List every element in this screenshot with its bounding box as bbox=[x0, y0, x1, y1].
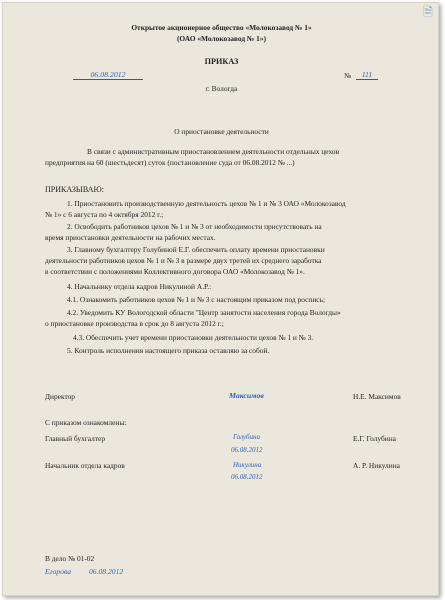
order-item: время приостановки деятельности на рабочих местах. bbox=[45, 233, 216, 242]
signature-role: Директор bbox=[45, 392, 75, 401]
order-item: в соответствии с положениями Коллективного договора ОАО «Молокозавод № 1». bbox=[45, 267, 305, 276]
order-item: 3. Главному бухгалтеру Голубиной Е.Г. обеспечить оплату времени приостановки bbox=[67, 245, 325, 254]
org-name: Открытое акционерное общество «Молокозавод № 1» bbox=[131, 23, 312, 32]
order-subitem: 4.3. Обеспечить учет времени приостановки деятельности цехов № 1 и № 3. bbox=[73, 333, 314, 342]
footer-signature: Егорова bbox=[45, 567, 72, 576]
document-page bbox=[2, 2, 439, 596]
acquainted-name: Е.Г. Голубина bbox=[353, 434, 396, 443]
acquainted-date: 06.08.2012 bbox=[231, 473, 263, 481]
order-subitem: 4.1. Ознакомить работников цехов № 1 и № 3 с настоящим приказом под роспись; bbox=[67, 295, 326, 304]
director-signature: Максимов bbox=[229, 391, 264, 400]
footer-date: 06.08.2012 bbox=[89, 567, 124, 576]
number-sign: № bbox=[344, 71, 352, 80]
preamble-line: В связи с административным приостановлением деятельности отдельных цехов bbox=[87, 147, 340, 156]
acquainted-role: Главный бухгалтер bbox=[45, 434, 106, 443]
acquainted-signature: Никулина bbox=[233, 461, 262, 469]
order-item: деятельности работников цехов № 1 и № 3 в размере двух третей их среднего заработка bbox=[45, 256, 322, 265]
city: г. Вологда bbox=[205, 84, 238, 93]
order-item: 1. Приостановить производственную деятельность цехов № 1 и № 3 ОАО «Молокозавод bbox=[67, 199, 346, 208]
order-item: 2. Освободить работников цехов № 1 и № 3 от необходимости присутствовать на bbox=[67, 222, 322, 231]
order-item: 4. Начальнику отдела кадров Никулиной А.Р.: bbox=[67, 282, 212, 291]
signature-name: Н.Е. Максимов bbox=[353, 392, 401, 401]
subject: О приостановке деятельности bbox=[174, 127, 269, 136]
order-heading: ПРИКАЗЫВАЮ: bbox=[45, 185, 104, 194]
document-corner-icon[interactable]: 🗎 bbox=[423, 5, 433, 19]
preamble-line: предприятия на 60 (шестьдесят) суток (постановление суда от 06.08.2012 № ...) bbox=[45, 158, 295, 167]
acquainted-heading: С приказом ознакомлены: bbox=[45, 418, 127, 427]
order-date: 06.08.2012 bbox=[73, 70, 143, 80]
order-subitem: о приостановке производства в срок до 8 августа 2012 г.; bbox=[45, 319, 224, 328]
order-subitem: 4.2. Уведомить КУ Вологодской области "Центр занятости населения города Вологды» bbox=[67, 308, 341, 317]
doc-type: ПРИКАЗ bbox=[204, 57, 239, 66]
order-number: 111 bbox=[356, 70, 378, 80]
acquainted-date: 06.08.2012 bbox=[231, 446, 263, 454]
acquainted-name: А. Р. Никулина bbox=[353, 461, 400, 470]
order-item: № 1» с 6 августа по 4 октября 2012 г.; bbox=[45, 210, 164, 219]
org-short-name: (ОАО «Молокозавод № 1») bbox=[176, 34, 267, 43]
acquainted-role: Начальник отдела кадров bbox=[45, 461, 125, 470]
acquainted-signature: Голубина bbox=[233, 433, 261, 441]
order-item: 5. Контроль исполнения настоящего приказа оставляю за собой. bbox=[67, 346, 270, 355]
file-note: В дело № 01-02 bbox=[45, 554, 95, 563]
